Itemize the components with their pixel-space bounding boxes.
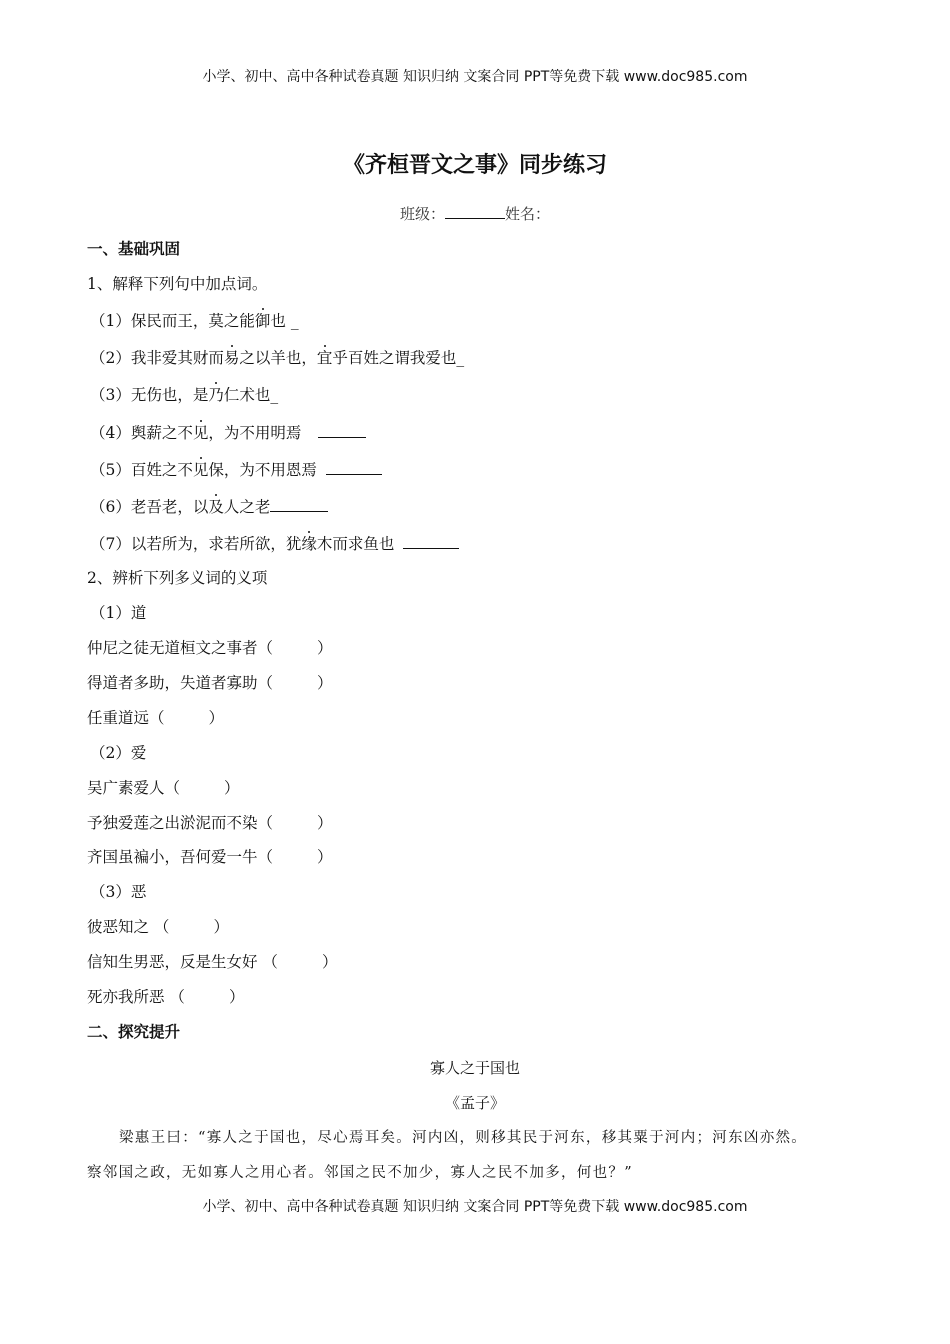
name-label: 姓名： [505,205,551,223]
dotted-word: 见 [192,461,209,479]
q1-prompt: 1、解释下列句中加点词。 [87,275,268,293]
q2-group-label: （1）道 [90,604,147,622]
q1-item-5: （5）百姓之不见保，为不用恩焉 [90,458,382,481]
q1-item-6: （6）老吾老，以及人之老 [90,495,328,518]
q2-sentence: 仲尼之徒无道桓文之事者（ ） [87,639,333,657]
answer-blank[interactable] [403,532,459,549]
passage-line-1: 梁惠王曰：“寡人之于国也，尽心焉耳矣。河内凶，则移其民于河东，移其粟于河内；河东凶亦然。 [119,1130,808,1146]
q2-sentence: 任重道远（ ） [87,709,225,727]
q2-sentence: 死亦我所恶 （ ） [87,988,245,1006]
dotted-word: 缘 [301,535,317,553]
q1-item-4: （4）舆薪之不见，为不用明焉 [90,421,366,444]
class-name-line [0,202,950,224]
q2-sentence: 予独爱莲之出淤泥而不染（ ） [87,814,333,832]
answer-blank[interactable] [326,458,382,475]
dotted-word: 御 [254,312,271,330]
q2-sentence: 信知生男恶，反是生女好 （ ） [87,953,338,971]
section-2-heading: 二、探究提升 [87,1023,181,1041]
answer-blank[interactable] [270,495,328,512]
passage-source: 《孟子》 [444,1094,505,1112]
dotted-word: 易 [223,349,240,367]
dotted-word: 见 [192,424,209,442]
passage-line-2: 察邻国之政，无如寡人之用心者。邻国之民不加少，寡人之民不加多，何也？” [87,1165,633,1181]
q2-group-label: （3）恶 [90,883,147,901]
page-title: 《齐桓晋文之事》同步练习 [342,153,607,178]
q1-item-2: （2）我非爱其财而易之以羊也，宜乎百姓之谓我爱也_ [90,349,465,367]
q2-sentence: 彼恶知之 （ ） [87,918,229,936]
q1-item-1: （1）保民而王，莫之能御也 _ [90,312,299,330]
dotted-word: 乃 [208,386,224,404]
section-1-heading: 一、基础巩固 [87,240,181,258]
q2-group-label: （2）爱 [90,744,147,762]
q2-sentence: 得道者多助，失道者寡助（ ） [87,674,333,692]
dotted-word: 及 [208,498,224,516]
q1-item-7: （7）以若所为，求若所欲，犹缘木而求鱼也 [90,532,459,555]
q2-sentence: 吴广素爱人（ ） [87,779,240,797]
footer-banner: 小学、初中、高中各种试卷真题 知识归纳 文案合同 PPT等免费下载 www.doc985.com [202,1199,748,1215]
passage-title: 寡人之于国也 [429,1059,520,1077]
q2-sentence: 齐国虽褊小，吾何爱一牛（ ） [87,848,333,866]
dotted-word: 宜 [316,349,333,367]
answer-blank[interactable] [318,421,366,438]
class-label: 班级： [399,205,445,223]
q2-prompt: 2、辨析下列多义词的义项 [87,569,268,587]
class-blank[interactable] [445,202,505,219]
q1-item-3: （3）无伤也，是乃仁术也_ [90,386,279,404]
header-banner: 小学、初中、高中各种试卷真题 知识归纳 文案合同 PPT等免费下载 www.doc985.com [202,69,748,85]
